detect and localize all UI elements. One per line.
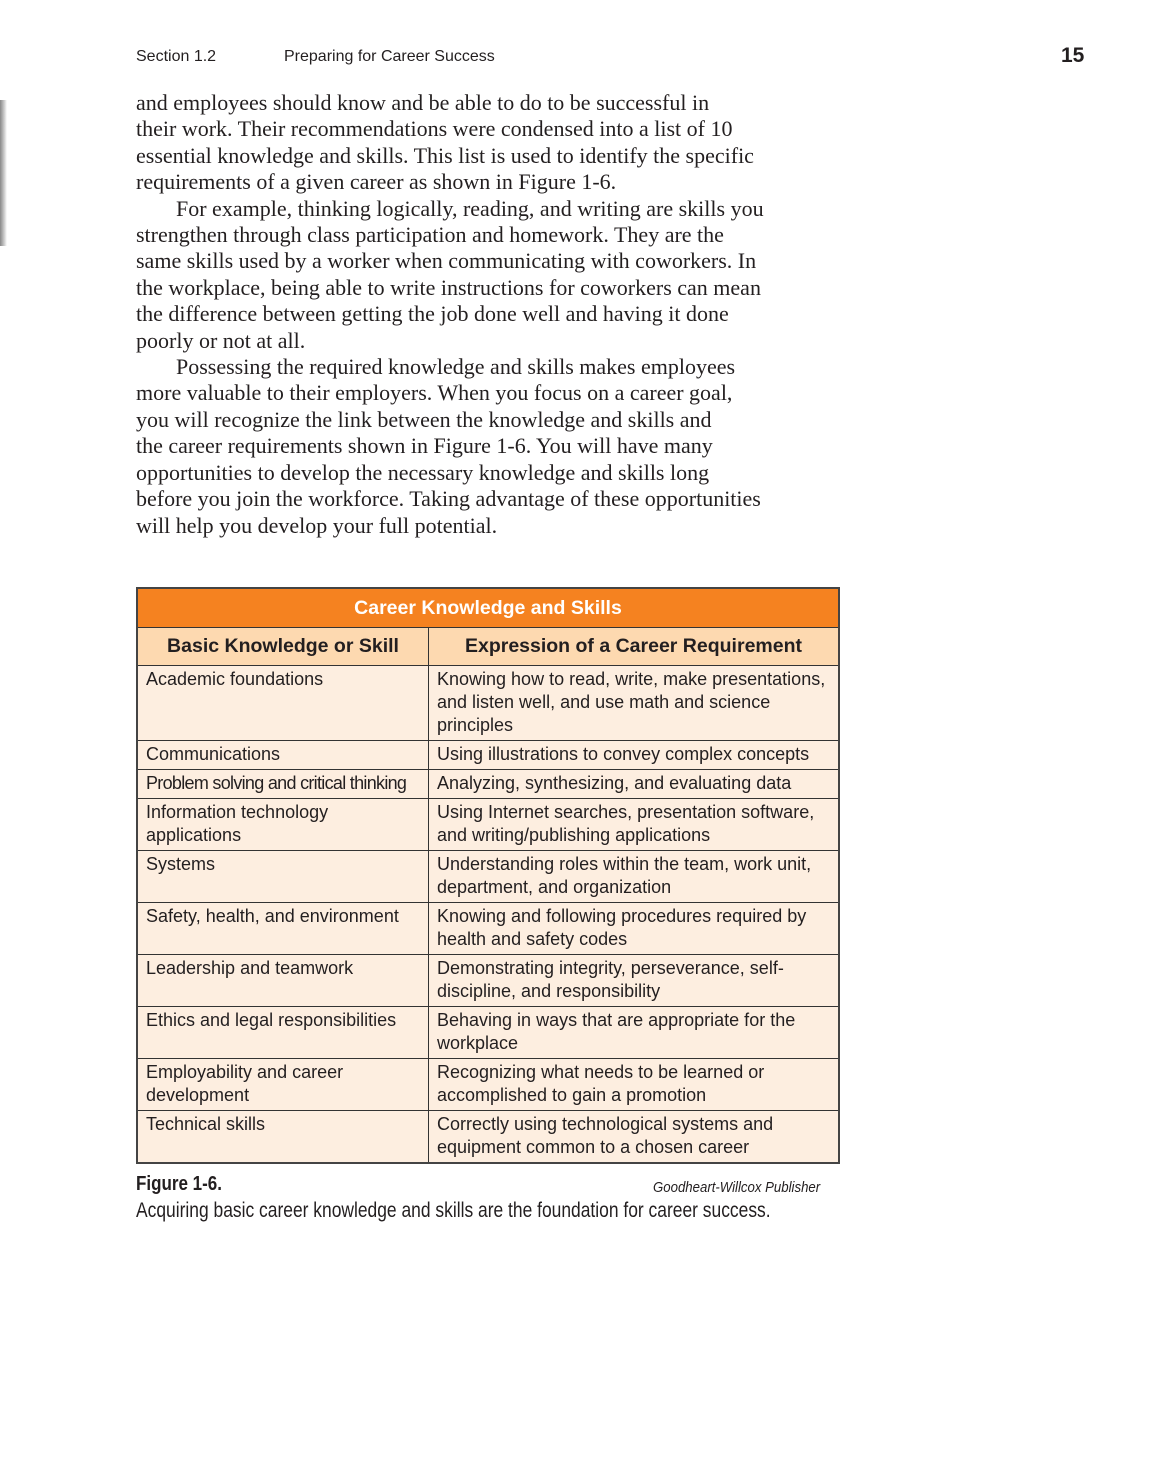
body-line: strengthen through class participation and homework. They are the (136, 222, 724, 248)
body-line: the difference between getting the job done well and having it done (136, 301, 729, 327)
table-row (137, 903, 839, 955)
table-title: Career Knowledge and Skills (137, 588, 839, 628)
skill-cell: Employability and career development (137, 1059, 429, 1111)
requirement-cell: Using illustrations to convey complex concepts (429, 741, 840, 770)
body-line: requirements of a given career as shown in Figure 1-6. (136, 169, 617, 195)
skill-cell: Leadership and teamwork (137, 955, 429, 1007)
page-edge-shadow (0, 100, 7, 246)
column-header: Basic Knowledge or Skill (137, 628, 429, 666)
page-number: 15 (1061, 44, 1085, 67)
figure-label: Figure 1-6. (136, 1173, 222, 1195)
table-row (137, 770, 839, 799)
column-header: Expression of a Career Requirement (429, 628, 840, 666)
body-line: Possessing the required knowledge and skills makes employees (176, 354, 736, 380)
requirement-cell: Understanding roles within the team, work unit, department, and organization (429, 851, 840, 903)
skill-cell: Information technology applications (137, 799, 429, 851)
requirement-cell: Behaving in ways that are appropriate for the workplace (429, 1007, 840, 1059)
table-row (137, 1059, 839, 1111)
skill-cell: Communications (137, 741, 429, 770)
requirement-cell: Analyzing, synthesizing, and evaluating data (429, 770, 840, 799)
table-row (137, 851, 839, 903)
body-line: For example, thinking logically, reading, and writing are skills you (176, 195, 764, 221)
table-row (137, 1111, 839, 1164)
body-line: their work. Their recommendations were condensed into a list of 10 (136, 116, 733, 142)
table-row (137, 1007, 839, 1059)
body-line: before you join the workforce. Taking advantage of these opportunities (136, 486, 761, 512)
figure-credit: Goodheart-Willcox Publisher (653, 1179, 821, 1196)
skill-cell: Safety, health, and environment (137, 903, 429, 955)
body-line: you will recognize the link between the knowledge and skills and (136, 406, 712, 432)
requirement-cell: Using Internet searches, presentation software, and writing/publishing applications (429, 799, 840, 851)
body-line: the workplace, being able to write instructions for coworkers can mean (136, 274, 761, 300)
requirement-cell: Correctly using technological systems and equipment common to a chosen career (429, 1111, 840, 1164)
requirement-cell: Demonstrating integrity, perseverance, self-discipline, and responsibility (429, 955, 840, 1007)
skill-cell: Systems (137, 851, 429, 903)
table-row (137, 666, 839, 741)
requirement-cell: Recognizing what needs to be learned or accomplished to gain a promotion (429, 1059, 840, 1111)
section-label: Section 1.2 (136, 48, 217, 65)
skill-cell: Academic foundations (137, 666, 429, 741)
body-line: the career requirements shown in Figure 1-6. You will have many (136, 433, 713, 459)
table-row (137, 799, 839, 851)
skill-cell: Ethics and legal responsibilities (137, 1007, 429, 1059)
requirement-cell: Knowing how to read, write, make presentations, and listen well, and use math and science principles (429, 666, 840, 741)
body-line: opportunities to develop the necessary knowledge and skills long (136, 459, 710, 485)
body-line: poorly or not at all. (136, 327, 306, 353)
body-line: essential knowledge and skills. This list is used to identify the specific (136, 142, 754, 168)
body-text (136, 90, 856, 539)
section-title: Preparing for Career Success (284, 48, 495, 65)
table-row (137, 955, 839, 1007)
skill-cell: Problem solving and critical thinking (137, 770, 429, 799)
figure-caption: Acquiring basic career knowledge and skills are the foundation for career success. (136, 1199, 771, 1222)
body-line: same skills used by a worker when communicating with coworkers. In (136, 248, 757, 274)
requirement-cell: Knowing and following procedures required by health and safety codes (429, 903, 840, 955)
body-line: will help you develop your full potential. (136, 512, 498, 538)
body-line: and employees should know and be able to do to be successful in (136, 90, 710, 115)
table-row (137, 741, 839, 770)
career-skills-table (136, 587, 840, 1164)
skill-cell: Technical skills (137, 1111, 429, 1164)
body-line: more valuable to their employers. When you focus on a career goal, (136, 380, 733, 406)
